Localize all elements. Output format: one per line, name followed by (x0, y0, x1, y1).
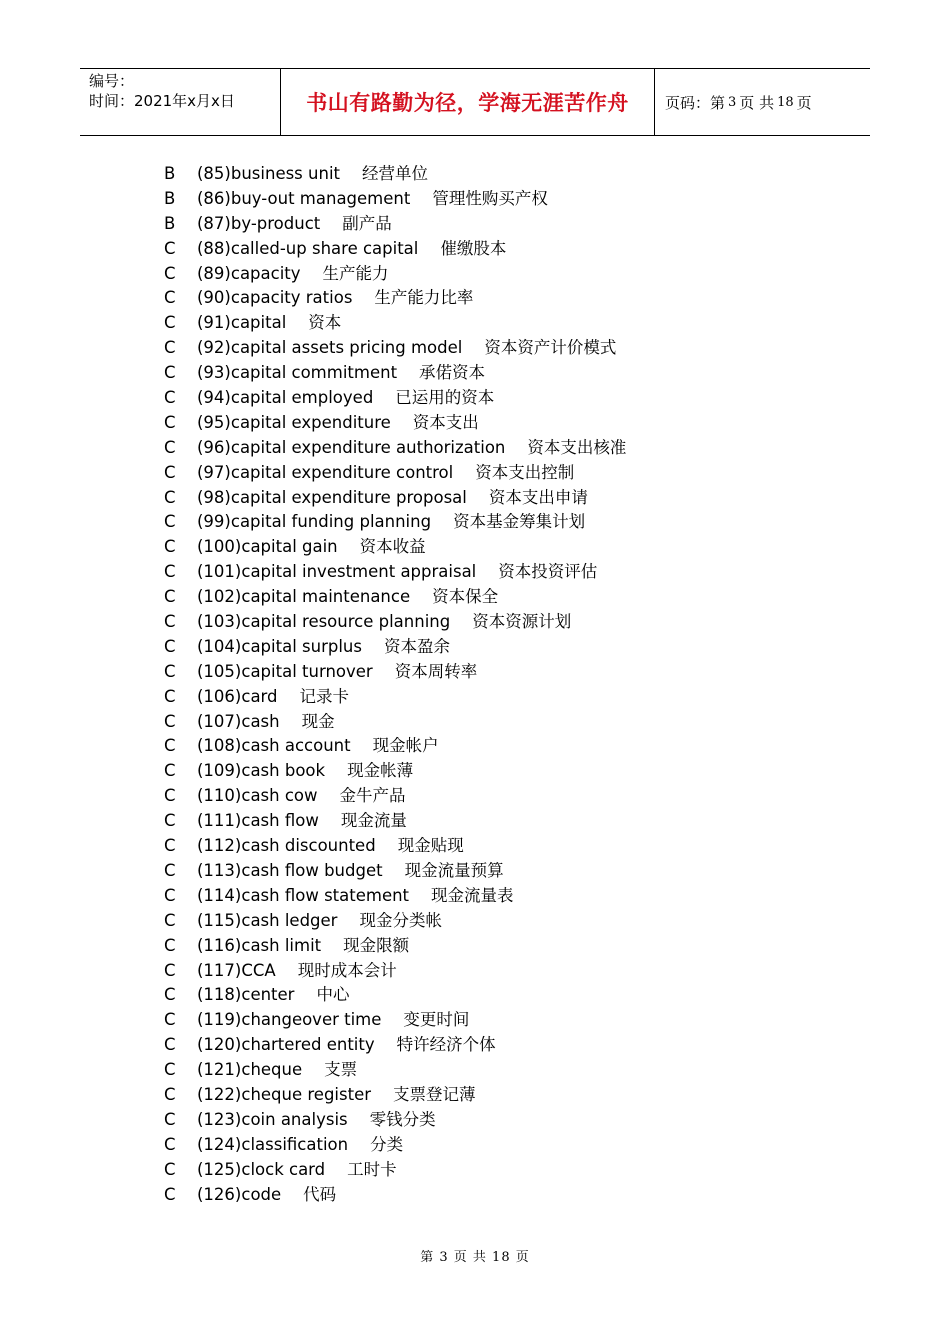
entry-english-term: (113)cash flow budget (197, 860, 383, 880)
header-meta (80, 69, 281, 135)
entry-letter: C (164, 811, 176, 831)
list-item (164, 983, 626, 1008)
entry-letter: C (164, 860, 176, 880)
entry-chinese-term: 支票登记薄 (393, 1084, 476, 1104)
entry-english-term: (90)capacity ratios (197, 288, 353, 308)
list-item (164, 361, 626, 386)
entry-letter: C (164, 412, 176, 432)
entry-chinese-term: 资本支出核准 (527, 437, 627, 457)
page-header (80, 68, 870, 136)
list-item (164, 461, 626, 486)
entry-chinese-term: 金牛产品 (339, 786, 406, 806)
entry-chinese-term: 资本支出申请 (488, 487, 588, 507)
entry-letter: C (164, 1109, 176, 1129)
entry-chinese-term: 零钱分类 (369, 1109, 436, 1129)
entry-english-term: (92)capital assets pricing model (197, 338, 463, 358)
entry-chinese-term: 中心 (316, 985, 350, 1005)
entry-letter: C (164, 661, 176, 681)
date-label: 时间：2021年x月x日 (89, 92, 235, 110)
entry-chinese-term: 现金帐户 (372, 736, 439, 756)
list-item (164, 660, 626, 685)
entry-english-term: (114)cash flow statement (197, 885, 410, 905)
list-item (164, 934, 626, 959)
entry-english-term: (88)called-up share capital (197, 238, 419, 258)
entry-english-term: (118)center (197, 985, 295, 1005)
entry-letter: C (164, 587, 176, 607)
list-item (164, 336, 626, 361)
list-item (164, 1083, 626, 1108)
entry-letter: C (164, 786, 176, 806)
list-item (164, 759, 626, 784)
entry-chinese-term: 资本支出 (412, 412, 479, 432)
entry-letter: C (164, 1184, 176, 1204)
list-item (164, 784, 626, 809)
list-item (164, 560, 626, 585)
header-motto: 书山有路勤为径，学海无涯苦作舟 (281, 69, 655, 135)
list-item (164, 286, 626, 311)
entry-chinese-term: 现时成本会计 (297, 960, 397, 980)
number-label: 编号： (89, 72, 135, 90)
entry-chinese-term: 资本投资评估 (498, 562, 598, 582)
entry-english-term: (96)capital expenditure authorization (197, 437, 506, 457)
entry-english-term: (110)cash cow (197, 786, 318, 806)
entry-chinese-term: 资本周转率 (394, 661, 478, 681)
entry-chinese-term: 资本资源计划 (472, 612, 572, 632)
entry-letter: C (164, 885, 176, 905)
entry-chinese-term: 资本资产计价模式 (484, 338, 617, 358)
page-suffix: 页 (796, 93, 812, 112)
header-page-info (655, 69, 870, 135)
list-item (164, 486, 626, 511)
entry-letter: B (164, 213, 176, 233)
entry-chinese-term: 承偌资本 (419, 363, 486, 383)
entry-chinese-term: 资本 (308, 313, 342, 333)
entry-english-term: (122)cheque register (197, 1084, 372, 1104)
entry-english-term: (123)coin analysis (197, 1109, 348, 1129)
entry-chinese-term: 现金流量表 (431, 885, 514, 905)
list-item (164, 834, 626, 859)
list-item (164, 411, 626, 436)
list-item (164, 1183, 626, 1208)
entry-letter: C (164, 487, 176, 507)
entry-english-term: (112)cash discounted (197, 836, 376, 856)
entry-english-term: (100)capital gain (197, 537, 338, 557)
glossary-list (164, 162, 626, 1207)
entry-letter: C (164, 388, 176, 408)
list-item (164, 311, 626, 336)
list-item (164, 510, 626, 535)
entry-english-term: (99)capital funding planning (197, 512, 432, 532)
entry-english-term: (105)capital turnover (197, 661, 373, 681)
entry-chinese-term: 现金 (301, 711, 335, 731)
entry-letter: C (164, 462, 176, 482)
list-item (164, 262, 626, 287)
entry-english-term: (85)business unit (197, 164, 340, 183)
entry-english-term: (111)cash flow (197, 811, 319, 831)
entry-english-term: (119)changeover time (197, 1010, 382, 1030)
entry-english-term: (115)cash ledger (197, 910, 338, 930)
page-footer: 第 3 页 共 18 页 (420, 1250, 530, 1265)
entry-letter: C (164, 1134, 176, 1154)
entry-english-term: (91)capital (197, 313, 287, 333)
entry-chinese-term: 经营单位 (362, 164, 428, 183)
entry-letter: B (164, 188, 176, 208)
entry-english-term: (93)capital commitment (197, 363, 398, 383)
list-item (164, 809, 626, 834)
list-item (164, 162, 626, 187)
entry-english-term: (94)capital employed (197, 388, 374, 408)
entry-english-term: (103)capital resource planning (197, 612, 451, 632)
entry-chinese-term: 资本基金筹集计划 (453, 512, 586, 532)
list-item (164, 1058, 626, 1083)
list-item (164, 1108, 626, 1133)
entry-chinese-term: 催缴股本 (440, 238, 507, 258)
entry-chinese-term: 记录卡 (299, 686, 350, 706)
entry-letter: C (164, 263, 176, 283)
entry-letter: C (164, 537, 176, 557)
entry-letter: B (164, 164, 176, 183)
page-current: 3 (728, 94, 737, 110)
entry-letter: C (164, 1060, 176, 1080)
list-item (164, 212, 626, 237)
entry-english-term: (87)by-product (197, 213, 321, 233)
entry-letter: C (164, 636, 176, 656)
entry-chinese-term: 特许经济个体 (396, 1035, 496, 1055)
list-item (164, 1033, 626, 1058)
list-item (164, 610, 626, 635)
entry-english-term: (109)cash book (197, 761, 326, 781)
entry-letter: C (164, 288, 176, 308)
entry-letter: C (164, 512, 176, 532)
entry-english-term: (95)capital expenditure (197, 412, 391, 432)
entry-chinese-term: 现金流量预算 (404, 860, 504, 880)
entry-letter: C (164, 338, 176, 358)
list-item (164, 1133, 626, 1158)
entry-english-term: (108)cash account (197, 736, 351, 756)
entry-english-term: (125)clock card (197, 1159, 326, 1179)
list-item (164, 909, 626, 934)
entry-letter: C (164, 910, 176, 930)
entry-letter: C (164, 313, 176, 333)
entry-chinese-term: 生产能力比率 (374, 288, 474, 308)
entry-english-term: (120)chartered entity (197, 1035, 375, 1055)
list-item (164, 734, 626, 759)
entry-letter: C (164, 238, 176, 258)
list-item (164, 1158, 626, 1183)
entry-english-term: (124)classification (197, 1134, 349, 1154)
list-item (164, 959, 626, 984)
entry-english-term: (104)capital surplus (197, 636, 362, 656)
entry-chinese-term: 资本收益 (359, 537, 426, 557)
entry-english-term: (117)CCA (197, 960, 276, 980)
page-prefix: 页码：第 (665, 93, 726, 112)
entry-letter: C (164, 612, 176, 632)
entry-chinese-term: 现金贴现 (397, 836, 464, 856)
entry-chinese-term: 资本保全 (432, 587, 499, 607)
entry-chinese-term: 现金限额 (343, 935, 410, 955)
entry-english-term: (97)capital expenditure control (197, 462, 454, 482)
entry-english-term: (126)code (197, 1184, 282, 1204)
list-item (164, 859, 626, 884)
entry-chinese-term: 现金流量 (340, 811, 407, 831)
entry-chinese-term: 变更时间 (403, 1010, 470, 1030)
entry-chinese-term: 支票 (324, 1060, 358, 1080)
entry-chinese-term: 分类 (370, 1134, 404, 1154)
entry-english-term: (86)buy-out management (197, 188, 411, 208)
list-item (164, 884, 626, 909)
entry-chinese-term: 代码 (303, 1184, 337, 1204)
list-item (164, 710, 626, 735)
list-item (164, 685, 626, 710)
entry-letter: C (164, 1010, 176, 1030)
entry-letter: C (164, 836, 176, 856)
entry-letter: C (164, 985, 176, 1005)
page-mid: 页 共 (739, 93, 775, 112)
entry-english-term: (101)capital investment appraisal (197, 562, 477, 582)
entry-letter: C (164, 960, 176, 980)
entry-chinese-term: 资本盈余 (383, 636, 450, 656)
entry-chinese-term: 工时卡 (347, 1159, 397, 1179)
entry-letter: C (164, 437, 176, 457)
list-item (164, 535, 626, 560)
list-item (164, 585, 626, 610)
page-total: 18 (777, 94, 794, 110)
entry-letter: C (164, 562, 176, 582)
entry-letter: C (164, 711, 176, 731)
list-item (164, 635, 626, 660)
entry-letter: C (164, 761, 176, 781)
entry-letter: C (164, 736, 176, 756)
list-item (164, 237, 626, 262)
entry-letter: C (164, 686, 176, 706)
entry-letter: C (164, 1035, 176, 1055)
entry-chinese-term: 管理性购买产权 (432, 188, 548, 208)
entry-letter: C (164, 935, 176, 955)
entry-english-term: (107)cash (197, 711, 280, 731)
entry-chinese-term: 生产能力 (322, 263, 389, 283)
entry-english-term: (89)capacity (197, 263, 301, 283)
entry-chinese-term: 副产品 (342, 213, 392, 233)
entry-letter: C (164, 1084, 176, 1104)
entry-english-term: (116)cash limit (197, 935, 322, 955)
list-item (164, 1008, 626, 1033)
entry-chinese-term: 已运用的资本 (395, 388, 495, 408)
entry-chinese-term: 现金分类帐 (359, 910, 442, 930)
list-item (164, 187, 626, 212)
entry-english-term: (106)card (197, 686, 278, 706)
entry-chinese-term: 现金帐薄 (347, 761, 414, 781)
entry-english-term: (102)capital maintenance (197, 587, 411, 607)
entry-letter: C (164, 1159, 176, 1179)
entry-chinese-term: 资本支出控制 (475, 462, 575, 482)
entry-english-term: (121)cheque (197, 1060, 303, 1080)
list-item (164, 386, 626, 411)
entry-english-term: (98)capital expenditure proposal (197, 487, 467, 507)
entry-letter: C (164, 363, 176, 383)
list-item (164, 436, 626, 461)
